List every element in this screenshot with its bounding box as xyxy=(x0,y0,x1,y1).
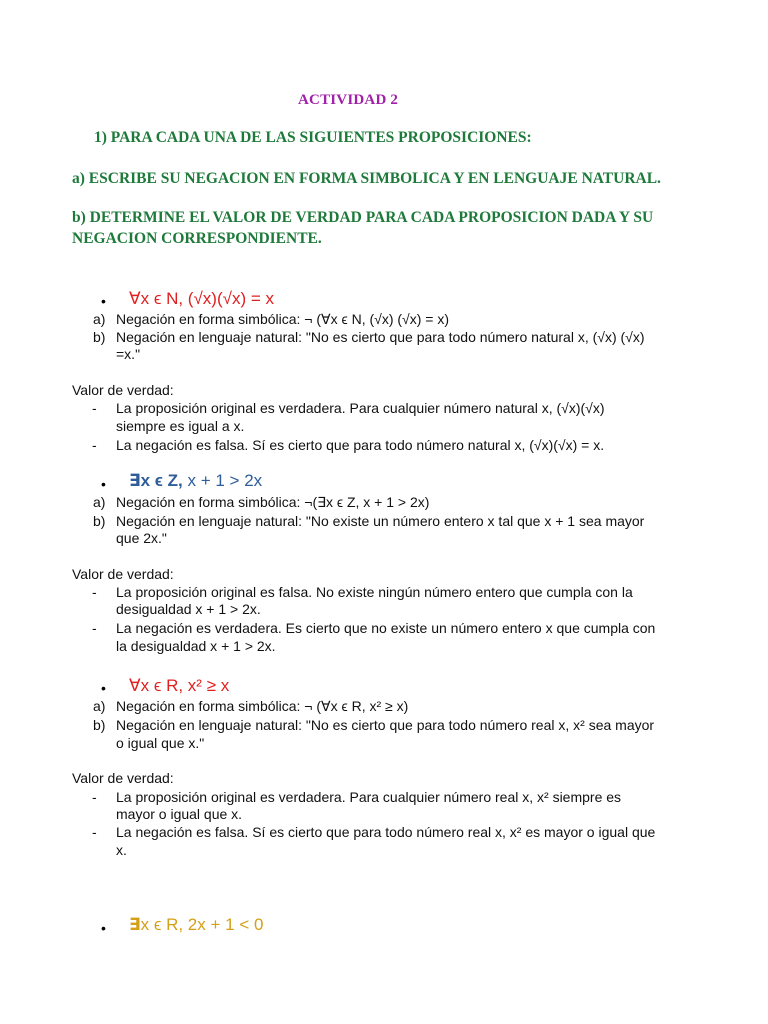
item-marker: b) xyxy=(93,513,106,529)
dash-marker: - xyxy=(92,437,97,453)
proposition-statement xyxy=(129,915,263,935)
truth-value-line: La proposición original es verdadera. Para cualquier número natural x, (√x)(√x) xyxy=(116,400,605,416)
dash-marker: - xyxy=(92,789,97,805)
natural-negation-line: que 2x." xyxy=(116,530,167,546)
bullet: • xyxy=(101,476,106,492)
dash-marker: - xyxy=(92,400,97,416)
truth-value-label: Valor de verdad: xyxy=(72,770,174,786)
statement-quantifier: ∃ xyxy=(129,915,141,934)
natural-negation-line: Negación en lenguaje natural: "No es cierto que para todo número real x, x² sea mayor xyxy=(116,717,655,733)
activity-title: ACTIVIDAD 2 xyxy=(298,92,399,108)
item-marker: b) xyxy=(93,717,106,733)
truth-value-label: Valor de verdad: xyxy=(72,382,174,398)
truth-value-line: x. xyxy=(116,842,127,858)
dash-marker: - xyxy=(92,620,97,636)
truth-value-line: La negación es falsa. Sí es cierto que para todo número natural x, (√x)(√x) = x. xyxy=(116,437,605,453)
bullet: • xyxy=(101,680,106,696)
dash-marker: - xyxy=(92,824,97,840)
symbolic-negation: Negación en forma simbólica: ¬ (∀x ϵ N, (√x) (√x) = x) xyxy=(116,311,449,327)
proposition-statement: ∀x ϵ R, x² ≥ x xyxy=(129,676,230,695)
statement-rest: x ϵ R, 2x + 1 < 0 xyxy=(140,915,264,934)
truth-value-line: siempre es igual a x. xyxy=(116,418,245,434)
item-marker: a) xyxy=(93,311,106,327)
truth-value-line: La negación es falsa. Sí es cierto que para todo número real x, x² es mayor o igual que xyxy=(116,824,656,840)
bullet: • xyxy=(101,293,106,309)
truth-value-label: Valor de verdad: xyxy=(72,566,174,582)
truth-value-line: desigualdad x + 1 > 2x. xyxy=(116,601,261,617)
item-marker: a) xyxy=(93,698,106,714)
instruction-b: b) DETERMINE EL VALOR DE VERDAD PARA CADA PROPOSICION DADA Y SU NEGACION CORRESPONDIENTE. xyxy=(72,209,654,247)
dash-marker: - xyxy=(92,584,97,600)
question-heading: 1) PARA CADA UNA DE LAS SIGUIENTES PROPOSICIONES: xyxy=(94,129,532,146)
statement-rest: x + 1 > 2x xyxy=(182,471,263,490)
truth-value-line: La proposición original es verdadera. Para cualquier número real x, x² siempre es xyxy=(116,789,622,805)
statement-quantifier: ∃x ϵ Z, xyxy=(129,471,183,490)
item-marker: b) xyxy=(93,329,106,345)
natural-negation-line: Negación en lenguaje natural: "No es cierto que para todo número natural x, (√x) (√x) xyxy=(116,329,645,345)
symbolic-negation: Negación en forma simbólica: ¬(∃x ϵ Z, x + 1 > 2x) xyxy=(116,494,430,510)
natural-negation-line: =x." xyxy=(116,346,141,362)
natural-negation-line: Negación en lenguaje natural: "No existe un número entero x tal que x + 1 sea mayor xyxy=(116,513,645,529)
proposition-statement: ∀x ϵ N, (√x)(√x) = x xyxy=(129,289,274,308)
proposition-statement xyxy=(129,471,262,491)
truth-value-line: mayor o igual que x. xyxy=(116,806,243,822)
symbolic-negation: Negación en forma simbólica: ¬ (∀x ϵ R, x² ≥ x) xyxy=(116,698,409,714)
truth-value-line: La negación es verdadera. Es cierto que no existe un número entero x que cumpla con xyxy=(116,620,656,636)
instruction-a: a) ESCRIBE SU NEGACION EN FORMA SIMBOLICA Y EN LENGUAJE NATURAL. xyxy=(72,170,661,187)
truth-value-line: la desigualdad x + 1 > 2x. xyxy=(116,638,276,654)
truth-value-line: La proposición original es falsa. No existe ningún número entero que cumpla con la xyxy=(116,584,633,600)
bullet: • xyxy=(101,920,106,936)
natural-negation-line: o igual que x." xyxy=(116,735,205,751)
item-marker: a) xyxy=(93,494,106,510)
